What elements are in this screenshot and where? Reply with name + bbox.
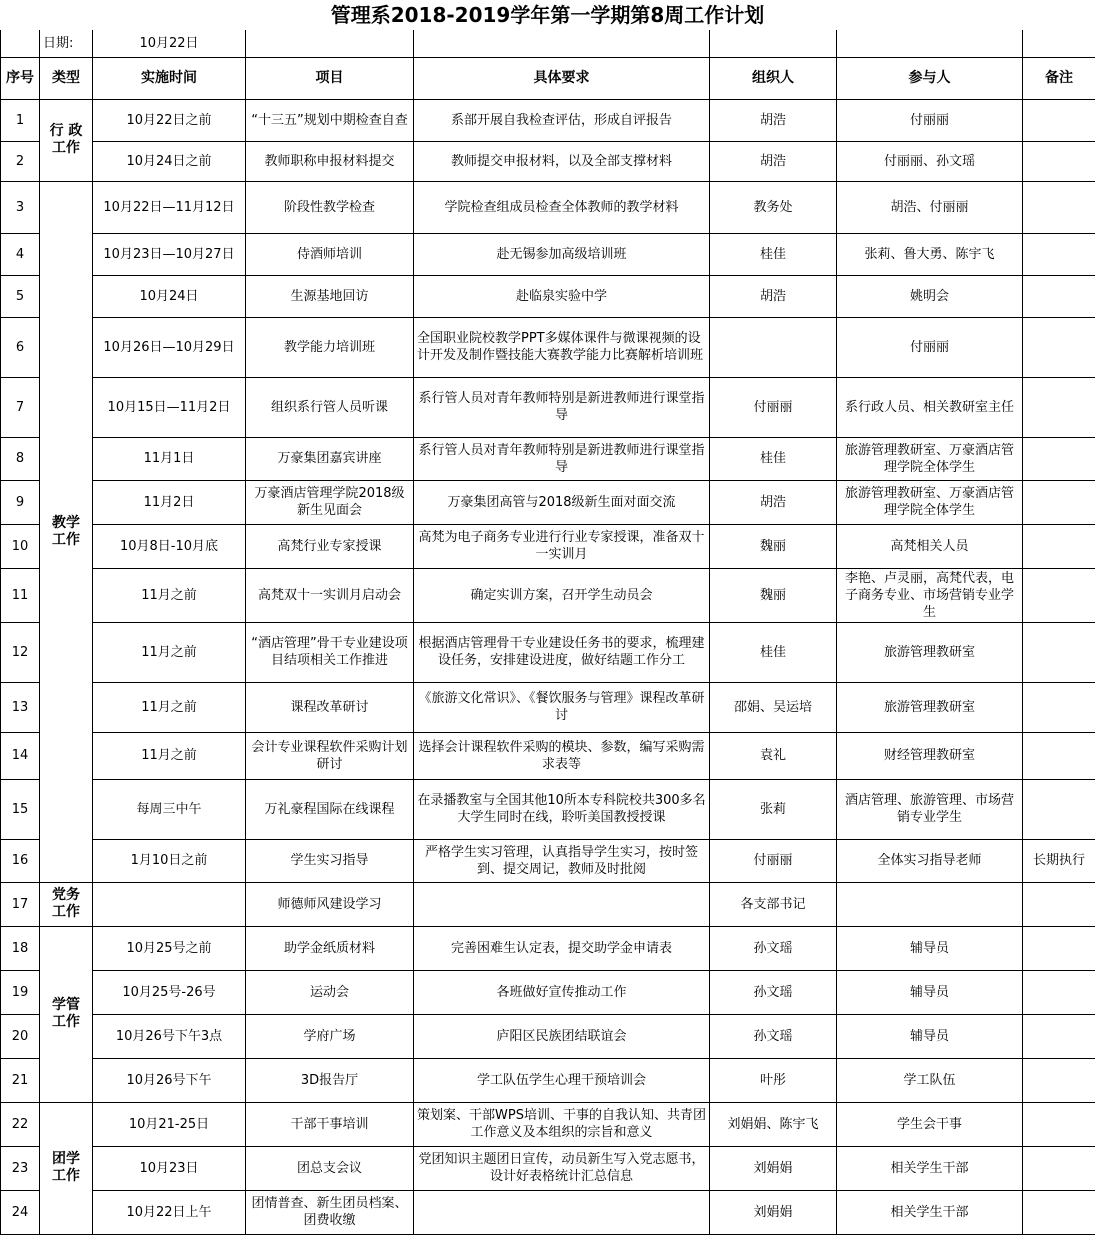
item-cell[interactable]: 3D报告厅: [246, 1058, 414, 1102]
table-row: [1, 882, 1095, 926]
table-row: [1, 682, 1095, 732]
participant-cell[interactable]: 全体实习指导老师: [837, 839, 1023, 882]
row-number[interactable]: 10: [1, 524, 40, 568]
item-cell[interactable]: 生源基地回访: [246, 275, 414, 317]
row-number[interactable]: 6: [1, 317, 40, 377]
time-cell[interactable]: 11月之前: [93, 622, 246, 682]
requirement-cell[interactable]: 系部开展自我检查评估，形成自评报告: [414, 99, 710, 141]
time-cell[interactable]: 10月26日—10月29日: [93, 317, 246, 377]
participant-cell[interactable]: 姚明会: [837, 275, 1023, 317]
item-cell[interactable]: 课程改革研讨: [246, 682, 414, 732]
table-row: [1, 480, 1095, 524]
organizer-cell[interactable]: 刘娟娟: [710, 1190, 837, 1234]
table-row: [1, 1058, 1095, 1102]
row-number[interactable]: 5: [1, 275, 40, 317]
time-cell[interactable]: 11月之前: [93, 568, 246, 622]
organizer-cell[interactable]: 胡浩: [710, 99, 837, 141]
header-cell[interactable]: 实施时间: [93, 57, 246, 99]
organizer-cell[interactable]: 孙文瑶: [710, 926, 837, 970]
category-cell[interactable]: 行 政 工作: [40, 99, 93, 181]
time-cell[interactable]: 每周三中午: [93, 779, 246, 839]
requirement-cell[interactable]: 策划案、干部WPS培训、干事的自我认知、共青团工作意义及本组织的宗旨和意义: [414, 1102, 710, 1146]
row-number[interactable]: 19: [1, 970, 40, 1014]
participant-cell[interactable]: 学工队伍: [837, 1058, 1023, 1102]
item-cell[interactable]: 运动会: [246, 970, 414, 1014]
item-cell[interactable]: 高梵双十一实训月启动会: [246, 568, 414, 622]
note-cell[interactable]: [1023, 882, 1095, 926]
organizer-cell[interactable]: 付丽丽: [710, 377, 837, 437]
table-row: [1, 1102, 1095, 1146]
organizer-cell[interactable]: 胡浩: [710, 141, 837, 181]
item-cell[interactable]: 助学金纸质材料: [246, 926, 414, 970]
item-cell[interactable]: 高梵行业专家授课: [246, 524, 414, 568]
organizer-cell[interactable]: 刘娟娟: [710, 1146, 837, 1190]
requirement-cell[interactable]: 系行管人员对青年教师特别是新进教师进行课堂指导: [414, 377, 710, 437]
participant-cell[interactable]: [837, 882, 1023, 926]
time-cell[interactable]: 10月8日-10月底: [93, 524, 246, 568]
note-cell[interactable]: [1023, 480, 1095, 524]
note-cell[interactable]: [1023, 181, 1095, 233]
time-cell[interactable]: 10月24日之前: [93, 141, 246, 181]
time-cell[interactable]: 10月15日—11月2日: [93, 377, 246, 437]
time-cell[interactable]: 1月10日之前: [93, 839, 246, 882]
row-number[interactable]: 15: [1, 779, 40, 839]
header-cell[interactable]: 参与人: [837, 57, 1023, 99]
note-cell[interactable]: [1023, 622, 1095, 682]
page-title: 管理系2018-2019学年第一学期第8周工作计划: [330, 3, 765, 27]
organizer-cell[interactable]: 叶彤: [710, 1058, 837, 1102]
date-label[interactable]: 日期:: [40, 30, 93, 57]
organizer-cell[interactable]: 孙文瑶: [710, 970, 837, 1014]
time-cell[interactable]: 10月22日之前: [93, 99, 246, 141]
item-cell[interactable]: 团情普查、新生团员档案、团费收缴: [246, 1190, 414, 1234]
time-cell[interactable]: 11月之前: [93, 732, 246, 779]
table-row: [1, 437, 1095, 480]
organizer-cell[interactable]: 各支部书记: [710, 882, 837, 926]
note-cell[interactable]: [1023, 141, 1095, 181]
header-cell[interactable]: 具体要求: [414, 57, 710, 99]
organizer-cell[interactable]: 胡浩: [710, 480, 837, 524]
note-cell[interactable]: [1023, 926, 1095, 970]
table-row: [1, 233, 1095, 275]
organizer-cell[interactable]: 张莉: [710, 779, 837, 839]
organizer-cell[interactable]: 魏丽: [710, 524, 837, 568]
requirement-cell[interactable]: 学工队伍学生心理干预培训会: [414, 1058, 710, 1102]
participant-cell[interactable]: 付丽丽: [837, 317, 1023, 377]
category-cell[interactable]: 团学 工作: [40, 1102, 93, 1234]
time-cell[interactable]: 10月26号下午3点: [93, 1014, 246, 1058]
item-cell[interactable]: 教学能力培训班: [246, 317, 414, 377]
table-row: [1, 1146, 1095, 1190]
note-cell[interactable]: [1023, 99, 1095, 141]
table-row: [1, 377, 1095, 437]
item-cell[interactable]: 阶段性教学检查: [246, 181, 414, 233]
table-row: [1, 181, 1095, 233]
time-cell[interactable]: 10月23日—10月27日: [93, 233, 246, 275]
row-number[interactable]: 24: [1, 1190, 40, 1234]
time-cell[interactable]: 11月之前: [93, 682, 246, 732]
header-row: [1, 57, 1095, 99]
row-number[interactable]: 22: [1, 1102, 40, 1146]
time-cell[interactable]: 11月1日: [93, 437, 246, 480]
note-cell[interactable]: [1023, 1014, 1095, 1058]
item-cell[interactable]: 组织系行管人员听课: [246, 377, 414, 437]
participant-cell[interactable]: 旅游管理教研室、万豪酒店管理学院全体学生: [837, 437, 1023, 480]
requirement-cell[interactable]: 学院检查组成员检查全体教师的教学材料: [414, 181, 710, 233]
participant-cell[interactable]: 付丽丽、孙文瑶: [837, 141, 1023, 181]
category-cell[interactable]: 党务 工作: [40, 882, 93, 926]
table-row: [1, 839, 1095, 882]
note-cell[interactable]: [1023, 568, 1095, 622]
row-number[interactable]: 14: [1, 732, 40, 779]
time-cell[interactable]: 10月24日: [93, 275, 246, 317]
requirement-cell[interactable]: 完善困难生认定表，提交助学金申请表: [414, 926, 710, 970]
table-row: [1, 524, 1095, 568]
requirement-cell[interactable]: 各班做好宣传推动工作: [414, 970, 710, 1014]
requirement-cell[interactable]: 赴临泉实验中学: [414, 275, 710, 317]
requirement-cell[interactable]: 严格学生实习管理，认真指导学生实习，按时签到、提交周记，教师及时批阅: [414, 839, 710, 882]
item-cell[interactable]: 师德师风建设学习: [246, 882, 414, 926]
organizer-cell[interactable]: 邵娟、吴运培: [710, 682, 837, 732]
header-cell[interactable]: 备注: [1023, 57, 1095, 99]
participant-cell[interactable]: 胡浩、付丽丽: [837, 181, 1023, 233]
requirement-cell[interactable]: 《旅游文化常识》、《餐饮服务与管理》课程改革研讨: [414, 682, 710, 732]
row-number[interactable]: 7: [1, 377, 40, 437]
header-cell[interactable]: 序号: [1, 57, 40, 99]
row-number[interactable]: 21: [1, 1058, 40, 1102]
requirement-cell[interactable]: 赴无锡参加高级培训班: [414, 233, 710, 275]
participant-cell[interactable]: 相关学生干部: [837, 1190, 1023, 1234]
time-cell[interactable]: 10月22日—11月12日: [93, 181, 246, 233]
requirement-cell[interactable]: 确定实训方案，召开学生动员会: [414, 568, 710, 622]
note-cell[interactable]: [1023, 1102, 1095, 1146]
organizer-cell[interactable]: 刘娟娟、陈宇飞: [710, 1102, 837, 1146]
participant-cell[interactable]: 旅游管理教研室: [837, 622, 1023, 682]
organizer-cell[interactable]: 教务处: [710, 181, 837, 233]
participant-cell[interactable]: 高梵相关人员: [837, 524, 1023, 568]
participant-cell[interactable]: 酒店管理、旅游管理、市场营销专业学生: [837, 779, 1023, 839]
requirement-cell[interactable]: 党团知识主题团日宣传，动员新生写入党志愿书，设计好表格统计汇总信息: [414, 1146, 710, 1190]
table-row: [1, 970, 1095, 1014]
participant-cell[interactable]: 学生会干事: [837, 1102, 1023, 1146]
note-cell[interactable]: [1023, 1146, 1095, 1190]
item-cell[interactable]: 万礼豪程国际在线课程: [246, 779, 414, 839]
table-row: [1, 275, 1095, 317]
row-number[interactable]: 18: [1, 926, 40, 970]
category-cell[interactable]: 学管 工作: [40, 926, 93, 1102]
row-number[interactable]: 13: [1, 682, 40, 732]
organizer-cell[interactable]: 桂佳: [710, 437, 837, 480]
organizer-cell[interactable]: 付丽丽: [710, 839, 837, 882]
requirement-cell[interactable]: [414, 882, 710, 926]
note-cell[interactable]: [1023, 779, 1095, 839]
row-number[interactable]: 11: [1, 568, 40, 622]
item-cell[interactable]: “十三五”规划中期检查自查: [246, 99, 414, 141]
note-cell[interactable]: [1023, 275, 1095, 317]
item-cell[interactable]: “酒店管理”骨干专业建设项目结项相关工作推进: [246, 622, 414, 682]
row-number[interactable]: 20: [1, 1014, 40, 1058]
participant-cell[interactable]: 张莉、鲁大勇、陈宇飞: [837, 233, 1023, 275]
table-row: [1, 1190, 1095, 1234]
participant-cell[interactable]: 旅游管理教研室: [837, 682, 1023, 732]
requirement-cell[interactable]: 系行管人员对青年教师特别是新进教师进行课堂指导: [414, 437, 710, 480]
note-cell[interactable]: 长期执行: [1023, 839, 1095, 882]
note-cell[interactable]: [1023, 970, 1095, 1014]
row-number[interactable]: 23: [1, 1146, 40, 1190]
table-row: [1, 1014, 1095, 1058]
time-cell[interactable]: 10月26号下午: [93, 1058, 246, 1102]
participant-cell[interactable]: 付丽丽: [837, 99, 1023, 141]
item-cell[interactable]: 教师职称申报材料提交: [246, 141, 414, 181]
item-cell[interactable]: 万豪酒店管理学院2018级新生见面会: [246, 480, 414, 524]
table-row: [1, 568, 1095, 622]
participant-cell[interactable]: 旅游管理教研室、万豪酒店管理学院全体学生: [837, 480, 1023, 524]
requirement-cell[interactable]: 根据酒店管理骨干专业建设任务书的要求，梳理建设任务，安排建设进度，做好结题工作分工: [414, 622, 710, 682]
requirement-cell[interactable]: 在录播教室与全国其他10所本专科院校共300多名大学生同时在线，聆听美国教授授课: [414, 779, 710, 839]
row-number[interactable]: 9: [1, 480, 40, 524]
requirement-cell[interactable]: 庐阳区民族团结联谊会: [414, 1014, 710, 1058]
time-cell[interactable]: 10月25号之前: [93, 926, 246, 970]
item-cell[interactable]: 团总支会议: [246, 1146, 414, 1190]
row-number[interactable]: 12: [1, 622, 40, 682]
row-number[interactable]: 2: [1, 141, 40, 181]
participant-cell[interactable]: 系行政人员、相关教研室主任: [837, 377, 1023, 437]
participant-cell[interactable]: 辅导员: [837, 970, 1023, 1014]
row-number[interactable]: 1: [1, 99, 40, 141]
participant-cell[interactable]: 相关学生干部: [837, 1146, 1023, 1190]
row-number[interactable]: 8: [1, 437, 40, 480]
time-cell[interactable]: 11月2日: [93, 480, 246, 524]
requirement-cell[interactable]: 全国职业院校教学PPT多媒体课件与微课视频的设计开发及制作暨技能大赛教学能力比赛解析培训班: [414, 317, 710, 377]
table-row: [1, 141, 1095, 181]
organizer-cell[interactable]: 桂佳: [710, 233, 837, 275]
header-cell[interactable]: 项目: [246, 57, 414, 99]
organizer-cell[interactable]: 桂佳: [710, 622, 837, 682]
header-cell[interactable]: 组织人: [710, 57, 837, 99]
table-row: [1, 732, 1095, 779]
requirement-cell[interactable]: 万豪集团高管与2018级新生面对面交流: [414, 480, 710, 524]
table-row: [1, 317, 1095, 377]
participant-cell[interactable]: 辅导员: [837, 1014, 1023, 1058]
time-cell[interactable]: 10月22日上午: [93, 1190, 246, 1234]
requirement-cell[interactable]: [414, 1190, 710, 1234]
note-cell[interactable]: [1023, 317, 1095, 377]
requirement-cell[interactable]: 教师提交申报材料，以及全部支撑材料: [414, 141, 710, 181]
requirement-cell[interactable]: 高梵为电子商务专业进行行业专家授课，准备双十一实训月: [414, 524, 710, 568]
table-row: [1, 99, 1095, 141]
note-cell[interactable]: [1023, 524, 1095, 568]
note-cell[interactable]: [1023, 377, 1095, 437]
participant-cell[interactable]: 财经管理教研室: [837, 732, 1023, 779]
category-cell[interactable]: 教学 工作: [40, 181, 93, 882]
note-cell[interactable]: [1023, 1058, 1095, 1102]
row-number[interactable]: 4: [1, 233, 40, 275]
organizer-cell[interactable]: 胡浩: [710, 275, 837, 317]
item-cell[interactable]: 会计专业课程软件采购计划研讨: [246, 732, 414, 779]
note-cell[interactable]: [1023, 437, 1095, 480]
requirement-cell[interactable]: 选择会计课程软件采购的模块、参数，编写采购需求表等: [414, 732, 710, 779]
participant-cell[interactable]: 辅导员: [837, 926, 1023, 970]
table-row: [1, 779, 1095, 839]
header-cell[interactable]: 类型: [40, 57, 93, 99]
item-cell[interactable]: 侍酒师培训: [246, 233, 414, 275]
work-plan-table: [0, 30, 1095, 1235]
table-row: [1, 926, 1095, 970]
note-cell[interactable]: [1023, 1190, 1095, 1234]
participant-cell[interactable]: 李艳、卢灵丽，高梵代表，电子商务专业、市场营销专业学生: [837, 568, 1023, 622]
item-cell[interactable]: 干部干事培训: [246, 1102, 414, 1146]
time-cell[interactable]: 10月23日: [93, 1146, 246, 1190]
organizer-cell[interactable]: [710, 317, 837, 377]
organizer-cell[interactable]: 孙文瑶: [710, 1014, 837, 1058]
organizer-cell[interactable]: 魏丽: [710, 568, 837, 622]
note-cell[interactable]: [1023, 732, 1095, 779]
row-number[interactable]: 3: [1, 181, 40, 233]
item-cell[interactable]: 万豪集团嘉宾讲座: [246, 437, 414, 480]
time-cell[interactable]: 10月25号-26号: [93, 970, 246, 1014]
time-cell[interactable]: 10月21-25日: [93, 1102, 246, 1146]
time-cell[interactable]: [93, 882, 246, 926]
item-cell[interactable]: 学生实习指导: [246, 839, 414, 882]
row-number[interactable]: 17: [1, 882, 40, 926]
date-row: [1, 30, 1095, 57]
note-cell[interactable]: [1023, 233, 1095, 275]
date-value[interactable]: 10月22日: [93, 30, 246, 57]
table-row: [1, 622, 1095, 682]
organizer-cell[interactable]: 袁礼: [710, 732, 837, 779]
note-cell[interactable]: [1023, 682, 1095, 732]
row-number[interactable]: 16: [1, 839, 40, 882]
item-cell[interactable]: 学府广场: [246, 1014, 414, 1058]
